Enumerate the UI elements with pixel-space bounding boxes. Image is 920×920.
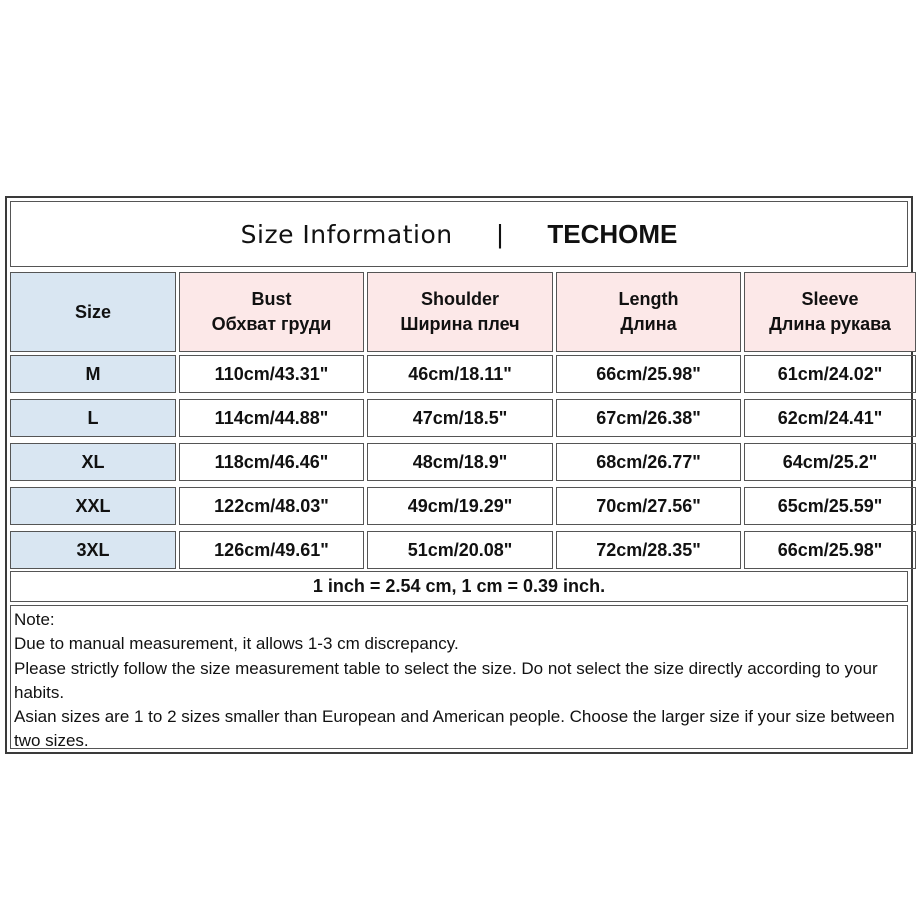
size-label: L: [10, 399, 176, 437]
note-line: Please strictly follow the size measurement table to select the size. Do not select the size directly according to your habits.: [14, 658, 878, 702]
measurement-cell: 64cm/25.2": [744, 443, 916, 481]
measurement-cell: 61cm/24.02": [744, 355, 916, 393]
measurement-cell: 66cm/25.98": [556, 355, 741, 393]
note-box: [10, 605, 908, 749]
brand-name: TECHOME: [547, 218, 678, 249]
measurement-cell: 67cm/26.38": [556, 399, 741, 437]
header-sleeve: [744, 272, 916, 352]
header-label: Shoulder: [420, 289, 499, 309]
measurement-cell: 122cm/48.03": [179, 487, 364, 525]
header-label: Size: [74, 301, 112, 322]
header-label: Length: [618, 289, 679, 309]
measurement-cell: 47cm/18.5": [367, 399, 553, 437]
header-label-ru: Длина рукава: [769, 314, 891, 334]
note-line: Asian sizes are 1 to 2 sizes smaller than European and American people. Choose the larger size if your size between two sizes.: [14, 707, 895, 751]
header-bust: [179, 272, 364, 352]
measurement-cell: 65cm/25.59": [744, 487, 916, 525]
header-label-ru: Ширина плеч: [400, 314, 520, 334]
measurement-cell: 51cm/20.08": [367, 531, 553, 569]
header-length: [556, 272, 741, 352]
measurement-cell: 126cm/49.61": [179, 531, 364, 569]
measurement-cell: 72cm/28.35": [556, 531, 741, 569]
header-label-ru: Длина: [620, 314, 677, 334]
header-label: Bust: [251, 289, 292, 309]
measurement-cell: 110cm/43.31": [179, 355, 364, 393]
title-text: Size Information: [240, 219, 453, 249]
size-label: 3XL: [10, 531, 176, 569]
chart-title: [10, 201, 908, 267]
unit-conversion: 1 inch = 2.54 cm, 1 cm = 0.39 inch.: [10, 571, 908, 602]
note-line: Note:: [14, 610, 55, 629]
size-label: M: [10, 355, 176, 393]
header-label: Sleeve: [801, 289, 859, 309]
header-size: [10, 272, 176, 352]
note-line: Due to manual measurement, it allows 1-3 cm discrepancy.: [14, 634, 459, 654]
size-label: XL: [10, 443, 176, 481]
measurement-cell: 114cm/44.88": [179, 399, 364, 437]
header-shoulder: [367, 272, 553, 352]
measurement-cell: 66cm/25.98": [744, 531, 916, 569]
size-label: XXL: [10, 487, 176, 525]
measurement-cell: 48cm/18.9": [367, 443, 553, 481]
title-separator: |: [496, 218, 504, 249]
measurement-cell: 49cm/19.29": [367, 487, 553, 525]
measurement-cell: 62cm/24.41": [744, 399, 916, 437]
measurement-cell: 70cm/27.56": [556, 487, 741, 525]
header-label-ru: Обхват груди: [211, 314, 332, 334]
measurement-cell: 68cm/26.77": [556, 443, 741, 481]
measurement-cell: 118cm/46.46": [179, 443, 364, 481]
measurement-cell: 46cm/18.11": [367, 355, 553, 393]
size-chart: [5, 196, 913, 754]
